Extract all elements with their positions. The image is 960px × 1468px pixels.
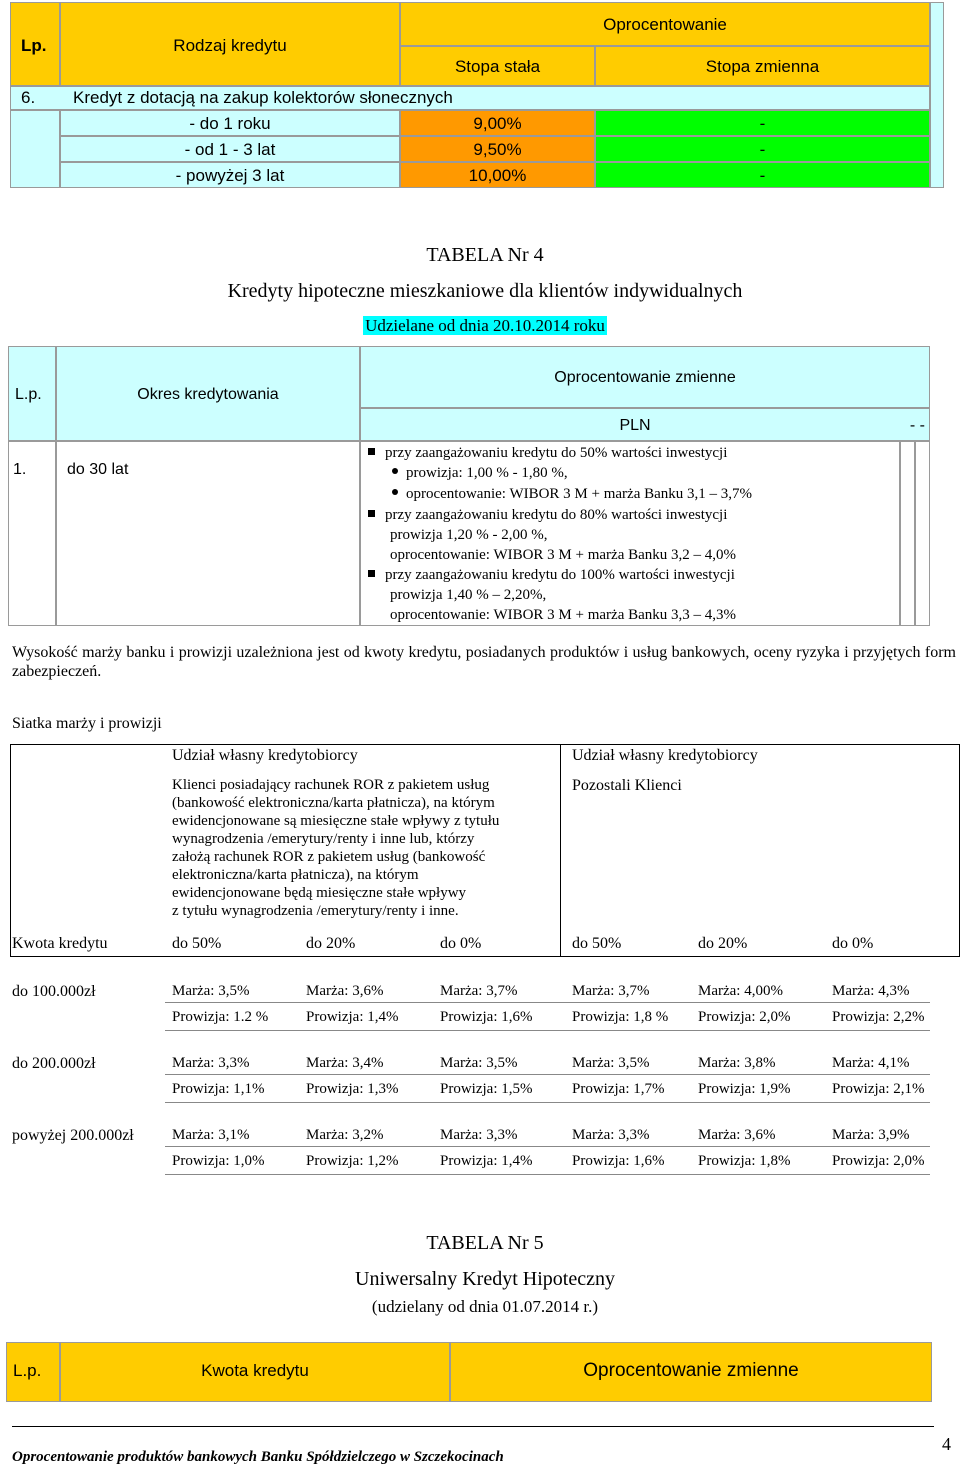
klienci-ror-line: wynagrodzenia /emerytury/renty i inne lub, którzy [172,831,475,847]
t4-row-okres [56,441,360,626]
prowizja-cell: Prowizja: 1,7% [572,1081,665,1097]
prowizja-cell: Prowizja: 2,2% [832,1009,925,1025]
oproc-header-label: Oprocentowanie [603,15,727,34]
prowizja-cell: Prowizja: 1,1% [172,1081,265,1097]
prowizja-cell: Prowizja: 1,9% [698,1081,791,1097]
kwota-label: Kwota kredytu [12,935,108,952]
klienci-ror-line: elektroniczna/karta płatnicza), na którym [172,867,419,883]
grid-line [10,956,960,957]
grid-line [165,1002,930,1003]
t4-row-okres-text: do 30 lat [67,461,129,478]
col-header: do 20% [306,935,356,952]
prowizja-cell: Prowizja: 2,0% [698,1009,791,1025]
marza-cell: Marża: 3,3% [572,1127,650,1143]
t4-gap-1 [900,441,915,626]
t4-line-8: prowizja 1,40 % – 2,20%, [390,587,547,603]
marza-cell: Marża: 3,3% [172,1055,250,1071]
stala-value-3 [400,162,595,188]
marza-cell: Marża: 3,5% [440,1055,518,1071]
rodzaj-header [60,2,400,86]
row-6-lp-blank [10,110,60,188]
oproc-header [400,2,930,46]
prowizja-cell: Prowizja: 2,1% [832,1081,925,1097]
marza-cell: Marża: 3,3% [440,1127,518,1143]
grid-line [10,744,960,745]
lp-header-label: Lp. [21,36,47,55]
zmienna-text: - [759,140,766,159]
prowizja-cell: Prowizja: 1,6% [440,1009,533,1025]
row-6-number: 6. [21,88,36,107]
marza-cell: Marża: 3,2% [306,1127,384,1143]
t4-line-text: prowizja: 1,00 % - 1,80 %, [406,465,568,481]
rate-label-text: - powyżej 3 lat [175,166,285,185]
t5-kwota-header [60,1342,450,1402]
stala-value-1 [400,110,595,136]
footer-text: Oprocentowanie produktów bankowych Banku Spółdzielczego w Szczekocinach [12,1449,504,1465]
prowizja-cell: Prowizja: 1,2% [306,1153,399,1169]
t4-okres-header [56,346,360,441]
marza-cell: Marża: 3,5% [572,1055,650,1071]
col-header: do 0% [832,935,874,952]
t5-lp-header [6,1342,60,1402]
side-strip [930,2,944,188]
t4-row-lp [8,441,56,626]
t4-line-text: przy zaangażowaniu kredytu do 80% wartości inwestycji [385,507,728,523]
t4-line-1 [368,444,727,462]
square-bullet-icon [368,448,375,455]
stala-text: 9,50% [473,140,522,159]
zmienna-text: - [759,114,766,133]
prowizja-cell: Prowizja: 1,8% [698,1153,791,1169]
kwota-row-1: do 100.000zł [12,983,96,1000]
t4-lp-header-label: L.p. [15,386,42,403]
rate-label-3 [60,162,400,188]
zmienna-header-label: Stopa zmienna [705,57,820,76]
prowizja-cell: Prowizja: 2,0% [832,1153,925,1169]
udzial-header-2: Udział własny kredytobiorcy [572,747,758,764]
table-4-date: Udzielane od dnia 20.10.2014 roku [365,316,605,335]
t4-line-text: przy zaangażowaniu kredytu do 50% wartości inwestycji [385,445,728,461]
marza-cell: Marża: 3,1% [172,1127,250,1143]
round-bullet-icon [392,468,398,474]
stala-text: 10,00% [468,166,527,185]
t4-line-5: prowizja 1,20 % - 2,00 %, [390,527,548,543]
t4-line-3 [392,485,752,503]
row-6 [10,86,930,110]
grid-line [165,1146,930,1147]
rate-label-text: - od 1 - 3 lat [184,140,276,159]
t4-lp-header [8,346,56,441]
prowizja-cell: Prowizja: 1.2 % [172,1009,269,1025]
prowizja-cell: Prowizja: 1,4% [306,1009,399,1025]
stala-header-label: Stopa stała [454,57,541,76]
t4-line-9: oprocentowanie: WIBOR 3 M + marża Banku 3,3 – 4,3% [390,607,737,623]
lp-header [10,2,60,86]
page-number: 4 [942,1434,951,1454]
zmienna-value-2 [595,136,930,162]
prowizja-cell: Prowizja: 1,4% [440,1153,533,1169]
zmienna-value-3 [595,162,930,188]
col-header: do 50% [172,935,222,952]
t4-oproc-header-label: Oprocentowanie zmienne [554,369,736,386]
marza-cell: Marża: 4,00% [698,983,783,999]
round-bullet-icon [392,489,398,495]
prowizja-cell: Prowizja: 1,3% [306,1081,399,1097]
stala-text: 9,00% [473,114,522,133]
col-header: do 50% [572,935,622,952]
t4-pln-label: PLN [619,417,651,434]
marza-cell: Marża: 3,7% [440,983,518,999]
rate-label-text: - do 1 roku [189,114,271,133]
col-header: do 20% [698,935,748,952]
klienci-ror [172,776,549,920]
grid-line [165,1030,930,1031]
table-5-date: (udzielany od dnia 01.07.2014 r.) [371,1297,599,1316]
prowizja-cell: Prowizja: 1,0% [172,1153,265,1169]
t4-gap-2 [915,441,930,626]
zmienna-text: - [759,166,766,185]
rate-label-1 [60,110,400,136]
klienci-ror-line: Klienci posiadający rachunek ROR z pakietem usług [172,777,490,793]
stala-header [400,46,595,86]
prowizja-cell: Prowizja: 1,8 % [572,1009,669,1025]
prowizja-cell: Prowizja: 1,6% [572,1153,665,1169]
table-4-subtitle: Kredyty hipoteczne mieszkaniowe dla klientów indywidualnych [227,280,743,302]
t4-line-2 [392,464,568,482]
t4-line-text: przy zaangażowaniu kredytu do 100% wartości inwestycji [385,567,735,583]
t4-pln-header [360,408,930,441]
prowizja-cell: Prowizja: 1,5% [440,1081,533,1097]
t4-oproc-header [360,346,930,408]
marza-cell: Marża: 3,6% [698,1127,776,1143]
square-bullet-icon [368,510,375,517]
table-5-subtitle: Uniwersalny Kredyt Hipoteczny [355,1268,615,1290]
grid-line [165,1102,930,1103]
t5-oproc-label: Oprocentowanie zmienne [583,1360,799,1381]
table-5-title: TABELA Nr 5 [426,1232,544,1254]
pozostali-klienci: Pozostali Klienci [572,777,682,794]
t5-lp-label: L.p. [13,1361,42,1380]
grid-line [165,1074,930,1075]
grid-line [560,744,561,956]
marza-cell: Marża: 3,7% [572,983,650,999]
marza-cell: Marża: 4,3% [832,983,910,999]
t4-note: Wysokość marży banku i prowizji uzależniona jest od kwoty kredytu, posiadanych produktów i usług bankowych, oceny ryzyka i przyjętych form zabezpieczeń. [12,644,956,680]
col-header: do 0% [440,935,482,952]
t4-dashes: - - [909,417,925,434]
marza-cell: Marża: 3,5% [172,983,250,999]
marza-cell: Marża: 4,1% [832,1055,910,1071]
table-4-date-wrap [0,316,960,336]
footer-rule [12,1426,934,1427]
table-4-title: TABELA Nr 4 [426,244,544,266]
marza-cell: Marża: 3,6% [306,983,384,999]
grid-line [165,1174,930,1175]
siatka-title: Siatka marży i prowizji [12,715,162,732]
kwota-row-2: do 200.000zł [12,1055,96,1072]
klienci-ror-line: założą rachunek ROR z pakietem usług (bankowość [172,849,486,865]
t4-line-7 [368,566,735,584]
kwota-row-3: powyżej 200.000zł [12,1127,134,1144]
marza-cell: Marża: 3,8% [698,1055,776,1071]
t5-oproc-header [450,1342,932,1402]
marza-cell: Marża: 3,9% [832,1127,910,1143]
t4-line-4 [368,506,727,524]
klienci-ror-line: (bankowość elektroniczna/karta płatnicza), na którym [172,795,495,811]
marza-cell: Marża: 3,4% [306,1055,384,1071]
t4-line-6: oprocentowanie: WIBOR 3 M + marża Banku 3,2 – 4,0% [390,547,737,563]
row-6-title: Kredyt z dotacją na zakup kolektorów słonecznych [73,88,453,107]
stala-value-2 [400,136,595,162]
klienci-ror-line: z tytułu wynagrodzenia /emerytury/renty i inne. [172,903,459,919]
square-bullet-icon [368,570,375,577]
klienci-ror-line: ewidencjonowane będą miesięczne stałe wpływy [172,885,467,901]
t4-row-number: 1. [13,461,27,478]
t4-okres-header-label: Okres kredytowania [137,386,279,403]
grid-line [10,744,11,956]
rodzaj-header-label: Rodzaj kredytu [173,36,287,55]
t4-line-text: oprocentowanie: WIBOR 3 M + marża Banku 3,1 – 3,7% [406,486,753,502]
zmienna-value-1 [595,110,930,136]
zmienna-header [595,46,930,86]
klienci-ror-line: ewidencjonowane są miesięczne stałe wpływy z tytułu [172,813,500,829]
udzial-header-1: Udział własny kredytobiorcy [172,747,358,764]
t5-kwota-label: Kwota kredytu [201,1361,309,1380]
rate-label-2 [60,136,400,162]
